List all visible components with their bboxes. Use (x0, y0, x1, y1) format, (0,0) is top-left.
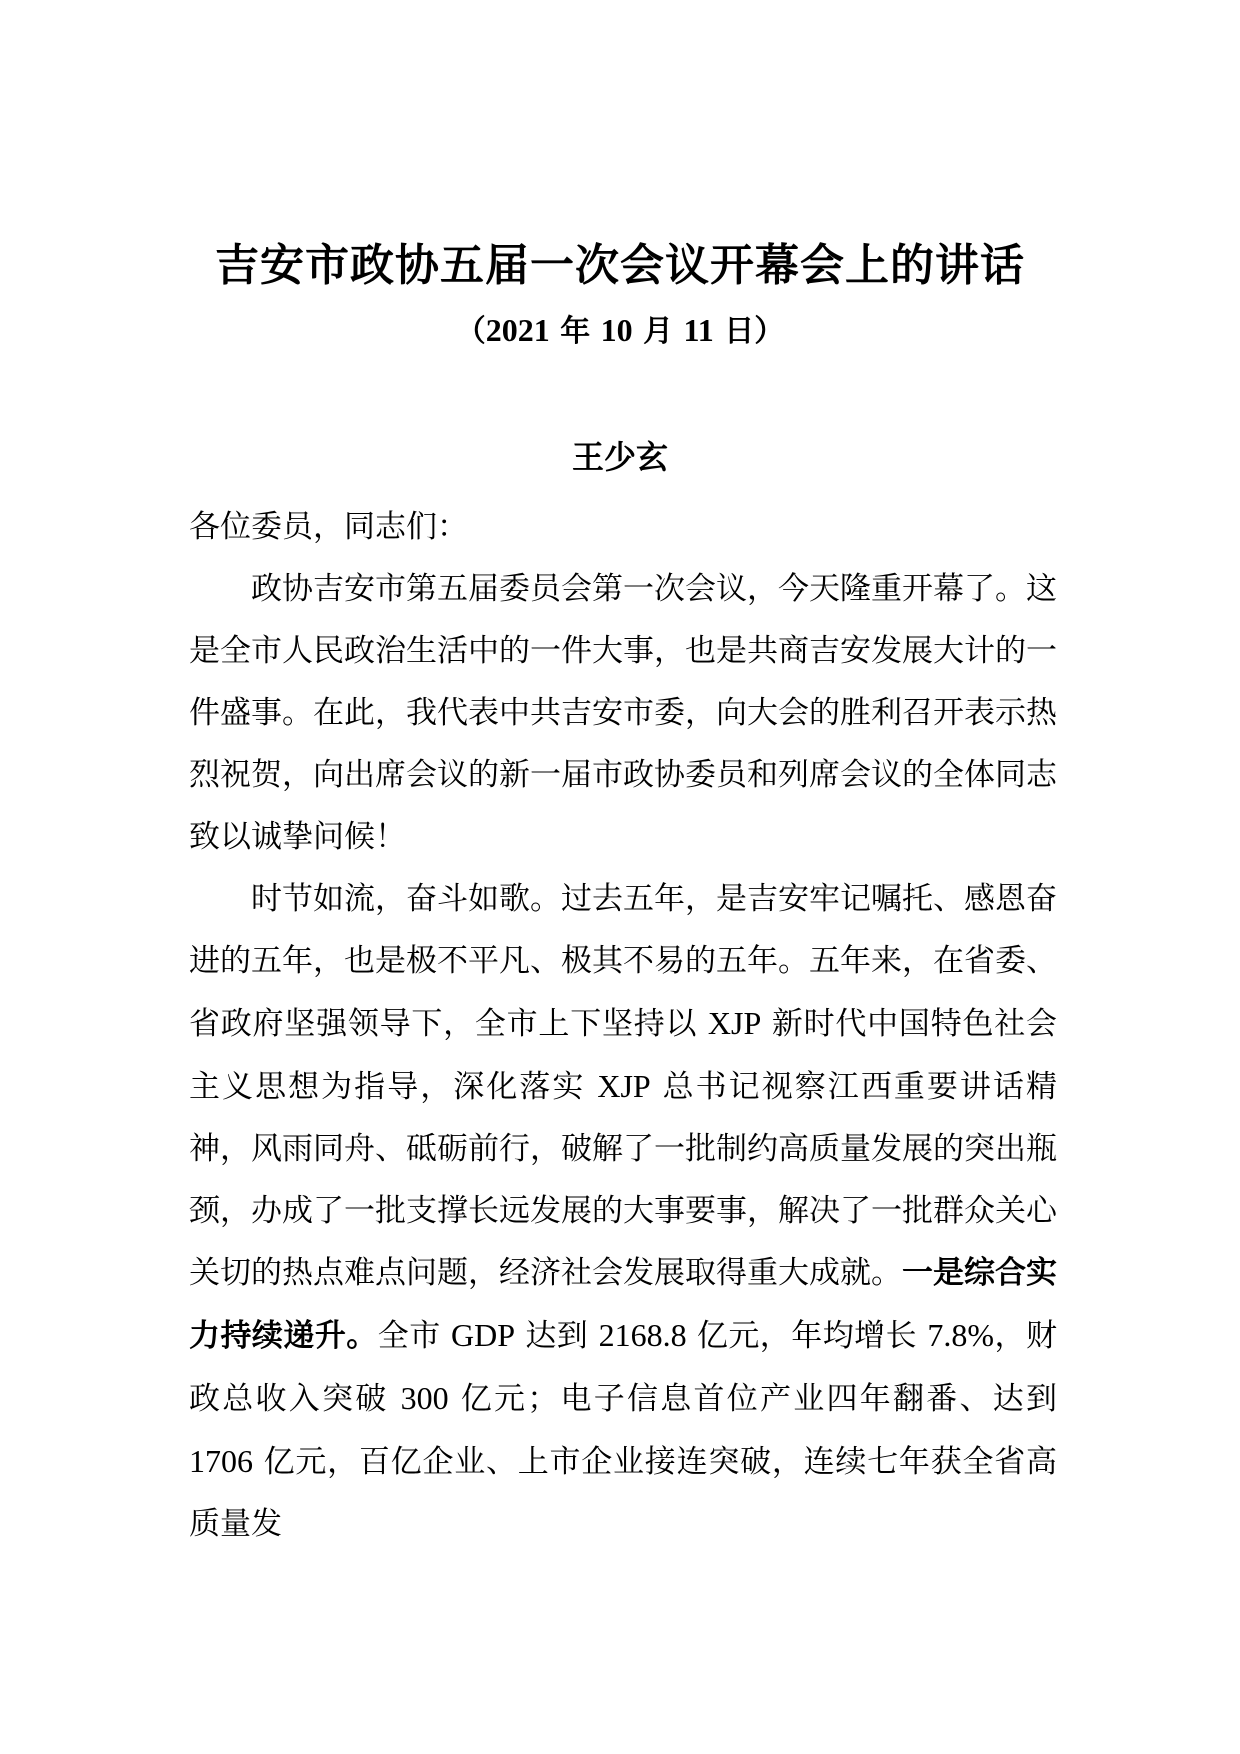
paragraph-text: 全市 (377, 1318, 451, 1354)
paragraph-text: 时节如流，奋斗如歌。过去五年，是吉安牢记嘱托、感恩奋进的五年，也是极不平凡、极其不易的五年。五年来，在省委、省政府坚强领导下，全市上下坚持以 (189, 881, 1057, 1042)
document-title: 吉安市政协五届一次会议开幕会上的讲话 (215, 240, 1025, 291)
document-date (0, 308, 1240, 354)
date-close-paren: ） (754, 314, 785, 349)
paragraph-text: 总书记视察江西重要讲话精神，风雨同舟、砥砺前行，破解了一批制约高质量发展的突出瓶颈，办成了一批支撑长远发展的大事要事，解决了一批群众关心关切的热点难点问题，经济社会发展取得重大成就。 (189, 1069, 1057, 1291)
growth-value: 7.8% (927, 1317, 995, 1353)
industry-value: 1706 (189, 1443, 253, 1479)
paragraph-text: 亿元，年均增长 (686, 1318, 928, 1354)
date-year: 2021 (485, 312, 550, 348)
gdp-value: 2168.8 (598, 1317, 687, 1353)
date-day-unit: 日 (713, 314, 755, 349)
revenue-value: 300 (400, 1380, 449, 1416)
paragraph-achievements (189, 868, 1057, 1555)
date-month-unit: 月 (632, 314, 684, 349)
date-month: 10 (600, 312, 633, 348)
salutation: 各位委员，同志们： (189, 509, 468, 545)
date-open-paren: （ (455, 314, 486, 349)
speech-body (189, 496, 1057, 1555)
paragraph-text: ，财政总收入突破 (189, 1318, 1057, 1417)
date-day: 11 (683, 312, 714, 348)
paragraph-opening: 政协吉安市第五届委员会第一次会议，今天隆重开幕了。这是全市人民政治生活中的一件大事，也是共商吉安发展大计的一件盛事。在此，我代表中共吉安市委，向大会的胜利召开表示热烈祝贺，向出席会议的新一届市政协委员和列席会议的全体同志致以诚挚问候！ (189, 571, 1057, 855)
paragraph-text: 亿元；电子信息首位产业四年翻番、达到 (448, 1381, 1057, 1417)
abbreviation: XJP (597, 1068, 651, 1104)
bold-heading: 一是综合实力持续递升。 (189, 1255, 1057, 1354)
gdp-label: GDP (451, 1317, 516, 1353)
paragraph-text: 达到 (515, 1318, 599, 1354)
paragraph-text: 亿元，百亿企业、上市企业接连突破，连续七年获全省高质量发 (189, 1444, 1057, 1542)
abbreviation: XJP (707, 1005, 762, 1041)
author-name: 王少玄 (571, 438, 668, 476)
date-year-unit: 年 (549, 314, 601, 349)
paragraph-text: 新时代中国特色社会主义思想为指导，深化落实 (189, 1006, 1057, 1105)
